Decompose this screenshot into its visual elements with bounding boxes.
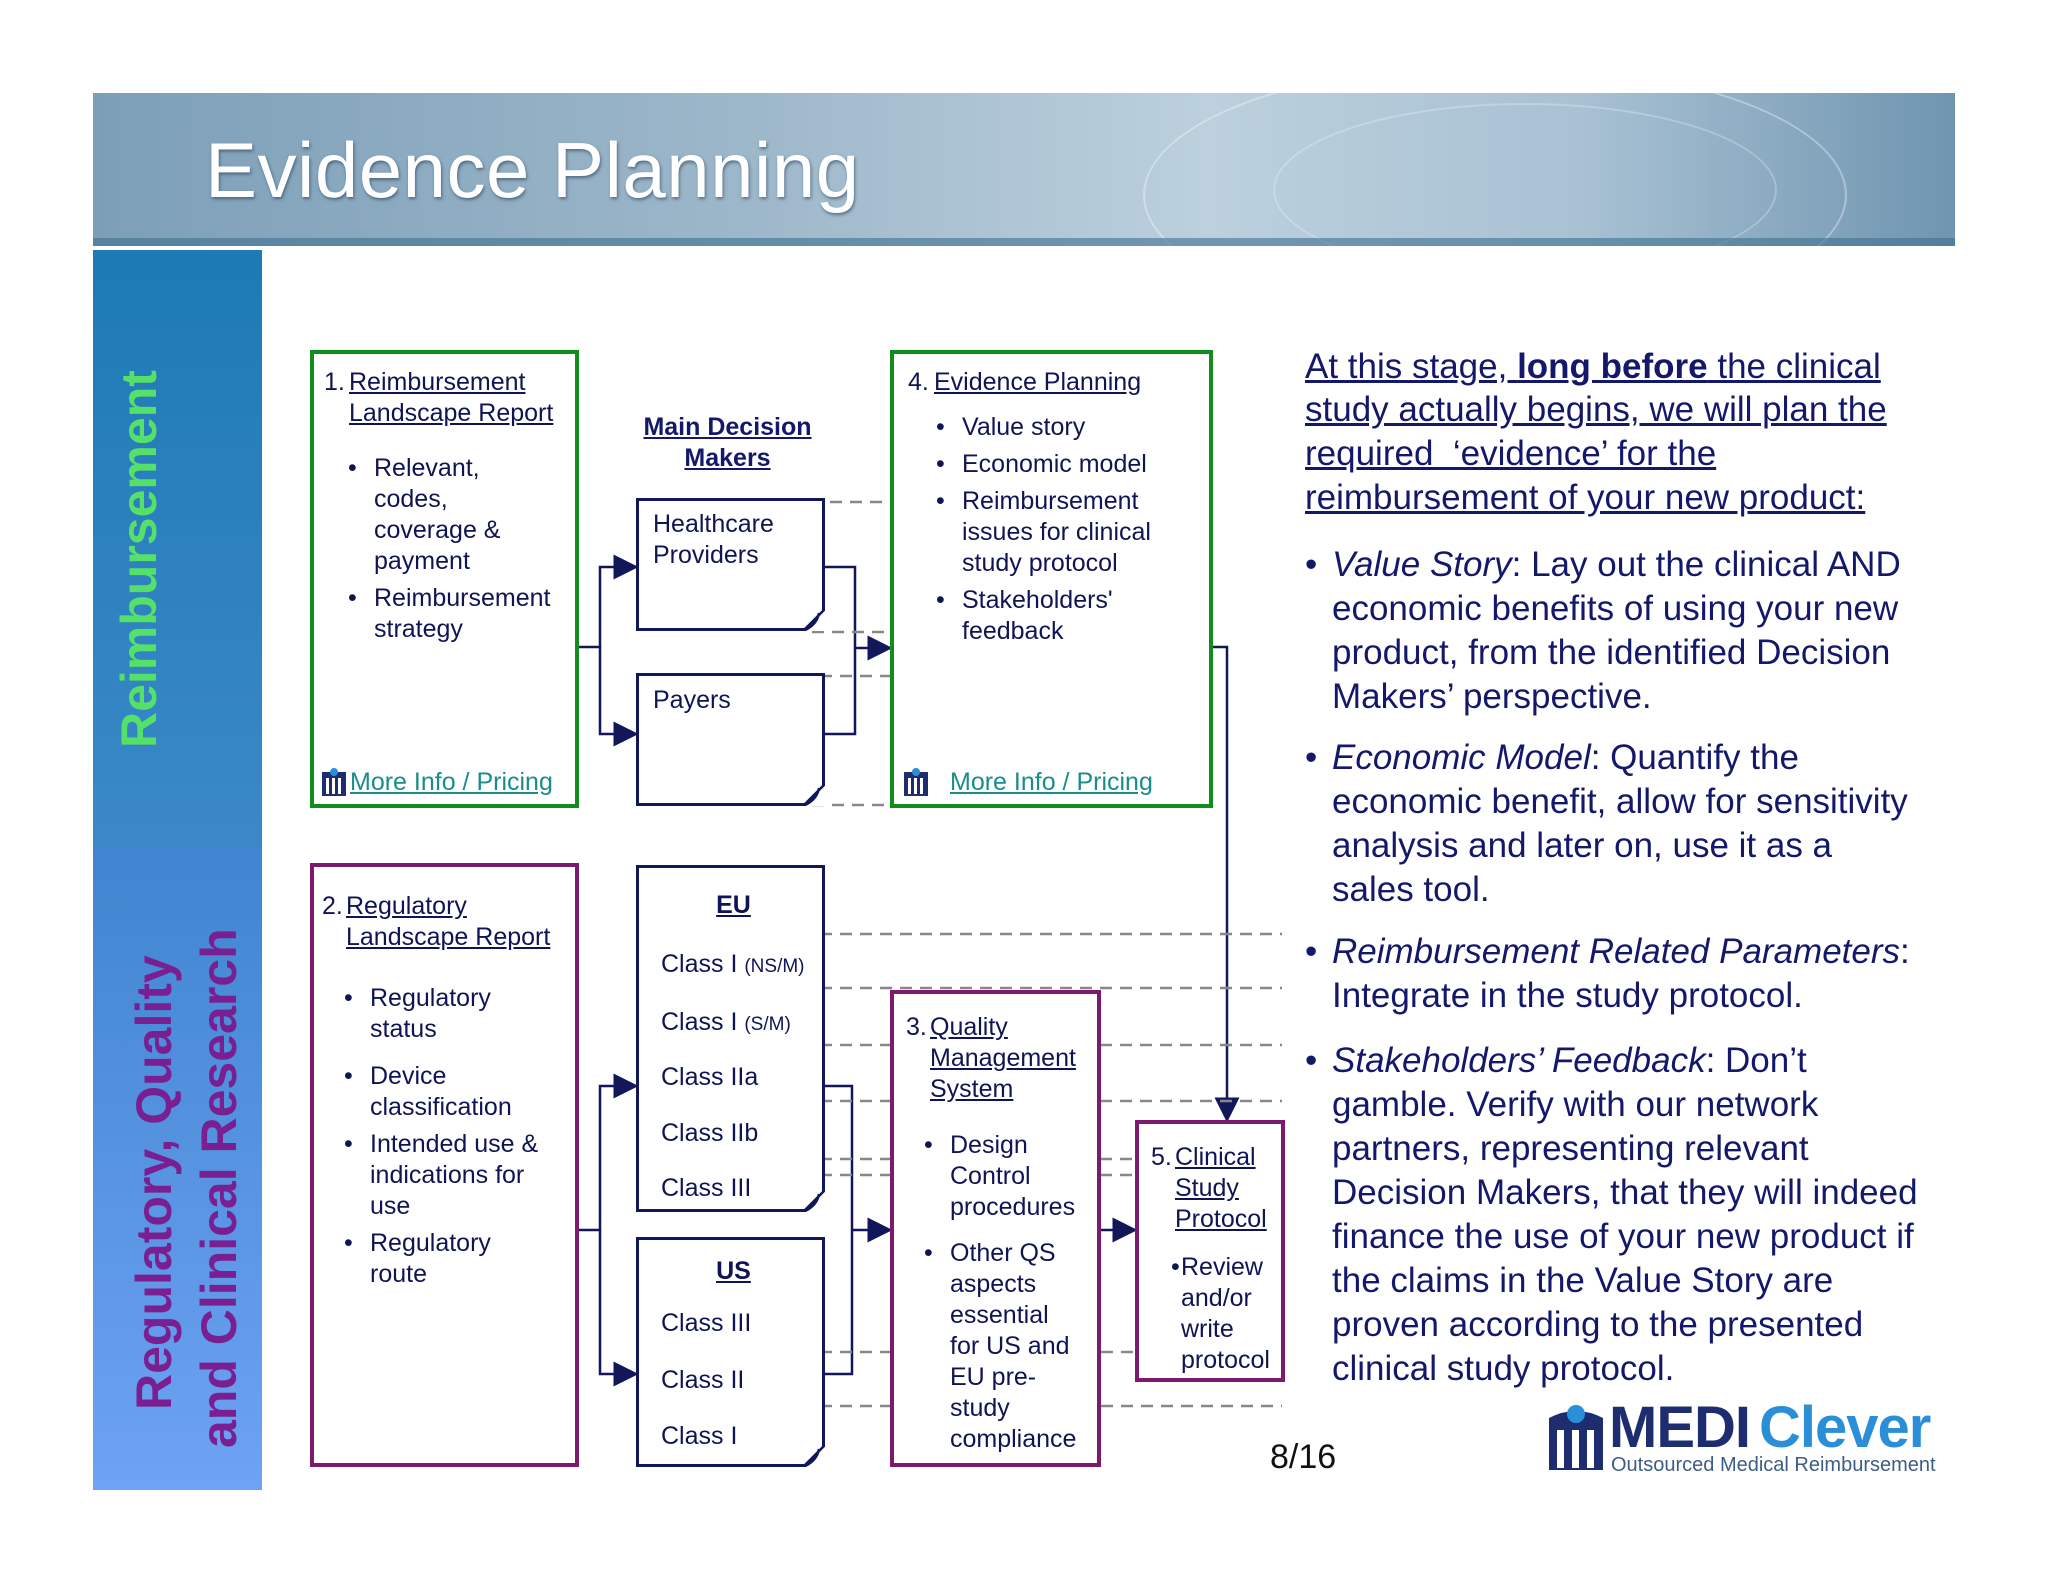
eu-class-2-sub: (S/M) — [744, 1014, 791, 1035]
bullet-reimbursement-parameters — [1332, 930, 1910, 1018]
side-label-regulatory-line1: Regulatory, Quality — [126, 955, 182, 1410]
side-label-regulatory-line2: and Clinical Research — [191, 928, 247, 1448]
stakeholders-feedback-term: Stakeholders’ Feedback — [1332, 1041, 1706, 1080]
box4-bullet-3: • Reimbursement issues for clinical study protocol — [962, 486, 1151, 579]
logo-tagline: Outsourced Medical Reimbursement — [1611, 1454, 1936, 1476]
quality-management-box — [890, 990, 1101, 1467]
healthcare-providers-card — [636, 498, 825, 631]
box5-title-line2[interactable]: Study — [1175, 1174, 1239, 1202]
eu-classification-card — [636, 865, 825, 1212]
us-class-2: Class II — [661, 1366, 745, 1394]
intro-line1 — [1305, 345, 1881, 389]
reimbursement-parameters-text: : Integrate in the study protocol. — [1332, 932, 1910, 1015]
page-fold-icon — [803, 1445, 825, 1467]
page-number: 8/16 — [1270, 1438, 1337, 1476]
arrow-to-us — [600, 1230, 636, 1374]
box4-bullet-4: • Stakeholders' feedback — [962, 585, 1113, 647]
intro-line2: study actually begins, we will plan the — [1305, 390, 1887, 429]
box2-number: 2. — [322, 892, 343, 920]
box1-more-info-link[interactable]: More Info / Pricing — [350, 768, 553, 796]
box3-bullet-2: • Other QS aspects essential for US and EU pre- study compliance — [950, 1238, 1076, 1455]
eu-class-1-label: Class I — [661, 950, 738, 978]
arrow-to-healthcare — [579, 567, 636, 647]
bullet-economic-model — [1332, 736, 1908, 912]
reimbursement-landscape-box — [310, 350, 579, 808]
bullet-stakeholders-feedback — [1332, 1039, 1918, 1391]
box4-bullet-2: • Economic model — [962, 449, 1147, 480]
intro-part-b: long before — [1517, 347, 1708, 386]
box5-bullet: Review and/or write protocol — [1181, 1253, 1270, 1374]
economic-model-text: : Quantify the economic benefit, allow for sensitivity analysis and later on, use it as a sales tool. — [1332, 738, 1908, 909]
value-story-term: Value Story — [1332, 545, 1512, 584]
box2-bullet-4: • Regulatory route — [370, 1228, 491, 1290]
payers-card — [636, 673, 825, 806]
page-fold-icon — [803, 609, 825, 631]
eu-class-3: Class IIa — [661, 1063, 759, 1091]
box3-title-line2[interactable]: Management — [930, 1044, 1076, 1072]
intro-line4: reimbursement of your new product: — [1305, 478, 1866, 517]
evidence-planning-box — [890, 350, 1213, 808]
us-classification-card — [636, 1237, 825, 1467]
clinical-study-protocol-box — [1135, 1120, 1285, 1382]
healthcare-line1: Healthcare — [653, 510, 774, 538]
bracket-decision-makers — [825, 567, 855, 734]
box2-title-line1[interactable]: Regulatory — [346, 892, 467, 920]
mediclever-logo-icon — [1545, 1400, 1607, 1472]
eu-class-1-sub: (NS/M) — [744, 956, 805, 977]
healthcare-line2: Providers — [653, 541, 759, 569]
mediclever-mini-icon — [322, 768, 346, 796]
intro-part-c: the clinical — [1707, 347, 1881, 386]
box3-bullet-1: • Design Control procedures — [950, 1130, 1075, 1223]
eu-class-2 — [661, 1007, 791, 1040]
page-fold-icon — [803, 784, 825, 806]
intro-part-a: At this stage, — [1305, 347, 1518, 386]
box5-bullet-dot: • — [1171, 1253, 1180, 1281]
eu-heading: EU — [716, 891, 751, 919]
mediclever-mini-icon — [904, 768, 928, 796]
box2-bullet-2: • Device classification — [370, 1061, 512, 1123]
stakeholders-feedback-text: : Don’t gamble. Verify with our network partners, representing relevant Decision Makers, that they will indeed finance the use of your new product if the claims in the Value Story are proven according to the presented clinical study protocol. — [1332, 1041, 1918, 1388]
box3-number: 3. — [906, 1013, 927, 1041]
eu-class-2-label: Class I — [661, 1008, 738, 1036]
box4-more-info-link[interactable]: More Info / Pricing — [950, 768, 1153, 796]
us-heading: US — [716, 1257, 751, 1285]
logo-text-medi: MEDI — [1609, 1395, 1750, 1460]
box3-title-line3[interactable]: System — [930, 1075, 1014, 1103]
decision-makers-heading-line2: Makers — [684, 444, 771, 472]
value-story-text: : Lay out the clinical AND economic benefits of using your new product, from the identified Decision Makers’ perspective. — [1332, 545, 1901, 716]
logo-text-clever: Clever — [1759, 1395, 1931, 1460]
regulatory-landscape-box — [310, 863, 579, 1467]
box5-title-line1[interactable]: Clinical — [1175, 1143, 1256, 1171]
box1-title-line2[interactable]: Landscape Report — [349, 399, 554, 427]
page-title: Evidence Planning — [205, 126, 860, 214]
box3-title-line1[interactable]: Quality — [930, 1013, 1008, 1041]
box5-title-line3[interactable]: Protocol — [1175, 1205, 1267, 1233]
box1-bullet-1: • Relevant, codes, coverage & payment — [374, 453, 500, 577]
arrow-to-clinical-protocol — [1213, 647, 1227, 1120]
box5-number: 5. — [1151, 1143, 1172, 1171]
us-class-3: Class I — [661, 1422, 738, 1450]
economic-model-term: Economic Model — [1332, 738, 1591, 777]
reimbursement-parameters-term: Reimbursement Related Parameters — [1332, 932, 1901, 971]
box2-bullet-3: • Intended use & indications for use — [370, 1129, 538, 1222]
box4-number: 4. — [908, 368, 929, 396]
globe-decoration-inner — [1273, 103, 1777, 277]
intro-line3: required ‘evidence’ for the — [1305, 434, 1717, 473]
eu-class-1 — [661, 949, 805, 982]
box1-bullet-2: • Reimbursement strategy — [374, 583, 550, 645]
box4-bullet-1: • Value story — [962, 412, 1085, 443]
payers-label: Payers — [653, 686, 731, 714]
bracket-eu-us — [825, 1086, 852, 1374]
side-label-reimbursement: Reimbursement — [111, 370, 167, 748]
mediclever-logo — [1545, 1395, 1945, 1480]
arrow-to-payers — [600, 647, 636, 734]
page-fold-icon — [803, 1190, 825, 1212]
decision-makers-heading-line1: Main Decision — [643, 413, 812, 441]
box4-title[interactable]: Evidence Planning — [934, 368, 1142, 396]
bullet-value-story — [1332, 543, 1901, 719]
eu-class-4: Class IIb — [661, 1119, 759, 1147]
arrow-to-eu — [579, 1086, 636, 1230]
us-class-1: Class III — [661, 1309, 752, 1337]
eu-class-5: Class III — [661, 1174, 752, 1202]
box1-title-line1[interactable]: Reimbursement — [349, 368, 526, 396]
box1-number: 1. — [324, 368, 345, 396]
box2-title-line2[interactable]: Landscape Report — [346, 923, 551, 951]
box2-bullet-1: • Regulatory status — [370, 983, 491, 1045]
